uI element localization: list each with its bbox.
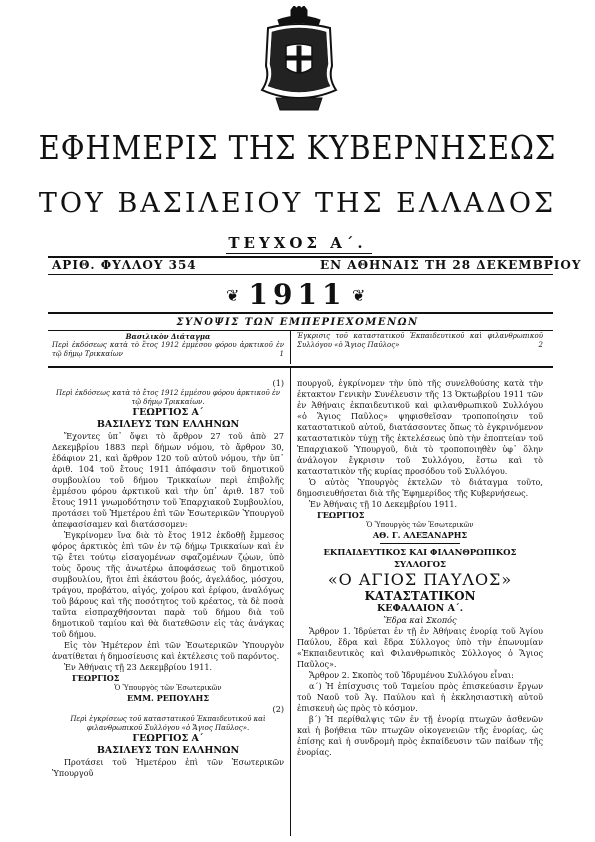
gazette-title: ΕΦΗΜΕΡΙΣ ΤΗΣ ΚΥΒΕΡΝΗΣΕΩΣ xyxy=(38,128,557,167)
decree1-para3: Εἰς τὸν Ἡμέτερον ἐπὶ τῶν Ἐσωτερικῶν Ὑπουργὸν ἀνατίθεται ἡ δημοσίευσις καὶ ἐκτέλεσις τοῦ παρόντος. xyxy=(52,640,284,661)
place-date: ΕΝ ΑΘΗΝΑΙΣ ΤΗ 28 ΔΕΚΕΜΒΡΙΟΥ xyxy=(320,258,582,272)
decree2-signature: ΓΕΩΡΓΙΟΣ xyxy=(317,510,365,520)
chapter-subheading: Ἕδρα καὶ Σκοπός xyxy=(383,615,457,625)
synopsis-left-text: Περὶ ἐκδόσεως κατὰ τὸ ἔτος 1912 ἐμμέσου φόρου ἀρκτικοῦ ἐν τῷ δήμῳ Τρικκαίων xyxy=(52,341,284,358)
right-column xyxy=(297,378,543,758)
decree2-number: (2) xyxy=(272,704,284,714)
sheet-number: ΑΡΙΘ. ΦΥΛΛΟΥ 354 xyxy=(52,258,197,272)
org-heading: ΕΚΠΑΙΔΕΥΤΙΚΟΣ ΚΑΙ ΦΙΛΑΝΘΡΩΠΙΚΟΣ ΣΥΛΛΟΓΟΣ xyxy=(323,548,517,570)
decree1-number: (1) xyxy=(272,378,284,388)
left-ornament-icon: ❦ xyxy=(226,286,240,305)
synopsis-right-num: 2 xyxy=(538,341,543,349)
synopsis-left-item xyxy=(52,341,284,359)
issue-underline xyxy=(226,253,372,254)
decree1-date: Ἐν Ἀθήναις τῇ 23 Δεκεμβρίου 1911. xyxy=(64,662,213,672)
decree1-minister-role: Ὁ Ὑπουργὸς τῶν Ἐσωτερικῶν xyxy=(114,684,222,692)
synopsis-rule xyxy=(48,330,553,331)
decree2-king: ΓΕΩΡΓΙΟΣ Α΄ xyxy=(132,733,204,744)
synopsis-right xyxy=(297,332,543,350)
synopsis-left xyxy=(52,332,284,359)
decree2-para1: πουργοῦ, ἐγκρίνομεν τὴν ὑπὸ τῆς συνελθούσης κατὰ τὴν ἐκτακτον Γενικὴν Συνέλευσιν τῆς 13 Ὀκτωβρίου 1911 τῶν ἐν Ἀθήναις ἐκπαιδευτικοῦ καὶ φιλανθρωπικοῦ Συλλόγου «ὁ Ἅγιος Παῦλος» ψηφισθεῖσαν τροποποίησιν τοῦ καταστατικοῦ αὐτοῦ, διατάσσοντες ὅπως τὸ ἐγκρινόμενον καταστατικὸν τύχῃ τῆς ἐκτελέσεως ὑπὸ τὴν ἐποπτείαν τοῦ Ἐπαρχιακοῦ Ὑπουργοῦ, διὰ τὸ τροποποιηθὲν ὑφ᾿ ὅλην ἀνάλογον ἔγκρισιν τοῦ Συλλόγου, ἔστω καὶ τὸ καταστατικὸν τῆς κυρίας προσόδου τοῦ Συλλόγου. xyxy=(297,378,543,476)
decree2-minister-role: Ὁ Ὑπουργὸς τῶν Ἐσωτερικῶν xyxy=(366,521,474,529)
article-2a: α΄) Ἡ ἐπίσχυσις τοῦ Ταμείου πρὸς ἐπισκεύασιν ἔργων τοῦ Ναοῦ τοῦ Ἁγ. Παύλου καὶ ἡ ἐκκλησιαστικὴ αὐτοῦ ἐπισκευὴ ὡς πρὸς τὸ κόσμον. xyxy=(297,681,543,713)
synopsis-right-item xyxy=(297,332,543,350)
decree2-date: Ἐν Ἀθήναις τῇ 10 Δεκεμβρίου 1911. xyxy=(309,499,458,509)
decree2-king-title: ΒΑΣΙΛΕΥΣ ΤΩΝ ΕΛΛΗΝΩΝ xyxy=(96,745,240,756)
issue-label: ΤΕΥΧΟΣ Α΄. xyxy=(228,234,367,252)
royal-coat-of-arms-icon xyxy=(258,6,340,116)
synopsis-divider xyxy=(290,330,291,364)
statute-separator xyxy=(380,543,460,544)
statute-heading: ΚΑΤΑΣΤΑΤΙΚΟΝ xyxy=(364,589,476,603)
gazette-subtitle: ΤΟΥ ΒΑΣΙΛΕΙΟΥ ΤΗΣ ΕΛΛΑΔΟΣ xyxy=(38,188,557,219)
synopsis-left-heading: Βασιλικὸν Διάταγμα xyxy=(125,332,211,341)
header-rule-bottom xyxy=(48,312,553,314)
synopsis-left-num: 1 xyxy=(279,350,284,358)
decree2-minister: ΑΘ. Γ. ΑΛΕΞΑΝΔΡΗΣ xyxy=(372,530,468,540)
org-name: «Ο ΑΓΙΟΣ ΠΑΥΛΟΣ» xyxy=(327,570,513,589)
body-rule xyxy=(48,366,553,368)
header-rule-mid xyxy=(48,274,553,275)
decree2-title: Περὶ ἐγκρίσεως τοῦ καταστατικοῦ Ἐκπαιδευτικοῦ καὶ φιλανθρωπικοῦ Συλλόγου «ὁ Ἅγιος Παῦλος». xyxy=(70,715,266,732)
article-2: Ἄρθρον 2. Σκοπὸς τοῦ Ἱδρυμένου Συλλόγου εἶναι: xyxy=(309,670,514,680)
left-column xyxy=(52,378,284,779)
article-1: Ἄρθρον 1. Ἱδρύεται ἐν τῇ ἐν Ἀθήναις ἐνορίᾳ τοῦ Ἁγίου Παύλου, ἕδρα καὶ ἔδρα Σύλλογος ὑπὸ τὴν ἐπωνυμίαν «Ἐκπαιδευτικὸς καὶ Φιλανθρωπικὸς Σύλλογος ὁ Ἅγιος Παῦλος». xyxy=(297,626,543,669)
decree1-signature: ΓΕΩΡΓΙΟΣ xyxy=(72,673,120,683)
decree1-minister: ΕΜΜ. ΡΕΠΟΥΛΗΣ xyxy=(126,693,210,703)
decree1-para1: Ἔχοντες ὑπ᾿ ὄψει τὸ ἄρθρον 27 τοῦ ἀπὸ 27 Δεκεμβρίου 1883 περὶ δήμων νόμου, τὸ ἄρθρον 30, ἐδάφιον 21, καὶ ἄρθρον 120 τοῦ αὐτοῦ νόμου, τὴν ὑπ᾿ ἀριθ. 104 τοῦ ἔτους 1911 ἀπόφασιν τοῦ δημοτικοῦ συμβουλίου τοῦ δήμου Τρικκαίων περὶ ἐπιβολῆς ἐμμέσου φόρου ἀρκτικοῦ καὶ τὴν ὑπ᾿ ἀριθ. 187 τοῦ ἔτους 1911 γνωμοδότησιν τοῦ Ἐπαρχιακοῦ Συμβουλίου, προτάσει τοῦ Ἡμετέρου ἐπὶ τῶν Ἐσωτερικῶν Ὑπουργοῦ ἀπεφασίσαμεν καὶ διατάσσομεν: xyxy=(52,431,284,529)
synopsis-heading: ΣΥΝΟΨΙΣ ΤΩΝ ΕΜΠΕΡΙΕΧΟΜΕΝΩΝ xyxy=(176,317,419,328)
synopsis-right-text: Ἐγκρισις τοῦ καταστατικοῦ Ἐκπαιδευτικοῦ καὶ φιλανθρωπικοῦ Συλλόγου «ὁ Ἅγιος Παῦλος» xyxy=(297,332,543,349)
article-2b: β΄) Ἡ περίθαλψις τῶν ἐν τῇ ἐνορίᾳ πτωχῶν ἀσθενῶν καὶ ἡ βοήθεια τῶν πτωχῶν οἰκογενειῶν τῆς ἐνορίας, ὡς ἐπίσης καὶ ἡ συνδρομὴ πρὸς ἐκπαίδευσιν τῶν παίδων τῆς ἐνορίας. xyxy=(297,714,543,757)
decree1-king-title: ΒΑΣΙΛΕΥΣ ΤΩΝ ΕΛΛΗΝΩΝ xyxy=(96,419,240,430)
decree2-para2: Ὁ αὐτὸς Ὑπουργὸς ἐκτελῶν τὸ διάταγμα τοῦτο, δημοσιευθήσεται διὰ τῆς Ἐφημερίδος τῆς Κυβερνήσεως. xyxy=(297,477,543,498)
chapter-heading: ΚΕΦΑΛΑΙΟΝ Α΄. xyxy=(376,603,464,614)
decree1-title: Περὶ ἐκδόσεως κατὰ τὸ ἔτος 1912 ἐμμέσου φόρου ἀρκτικοῦ ἐν τῷ δήμῳ Τρικκαίων. xyxy=(56,389,280,406)
year: 1911 xyxy=(248,278,347,311)
decree1-king: ΓΕΩΡΓΙΟΣ Α΄ xyxy=(132,407,204,418)
decree2-para: Προτάσει τοῦ Ἡμετέρου ἐπὶ τῶν Ἐσωτερικῶν Ὑπουργοῦ xyxy=(52,757,284,778)
right-ornament-icon: ❦ xyxy=(352,286,366,305)
column-divider xyxy=(290,368,291,836)
decree1-para2: Ἐγκρίνομεν ἵνα διὰ τὸ ἔτος 1912 ἐκδοθῇ ἔμμεσος φόρος ἀρκτικὸς ἐπὶ τῶν ἐν τῷ δήμῳ Τρικκαίων καὶ ἐν τῷ ἔτει τούτῳ εἰσαγομένων σφαζομένων ζῴων, ὑπὸ τοὺς ὅρους τῆς ἀνωτέρω ἀποφάσεως τοῦ δημοτικοῦ συμβουλίου, ἤτοι ἐπὶ ἑκάστου βοός, ἀγελάδος, μόσχου, τράγου, προβάτου, αἰγός, χοίρου καὶ ἐρίφου, ἀναλόγως τοῦ βάρους καὶ τῆς ποσότητος τοῦ κρέατος, τὰ δὲ ποσὰ ταῦτα εἰσπραχθήσονται παρὰ τοῦ δήμου διὰ τοῦ δημοτικοῦ ταμίου καὶ θὰ διατεθῶσιν εἰς τὰς ἀνάγκας τοῦ δήμου. xyxy=(52,530,284,639)
